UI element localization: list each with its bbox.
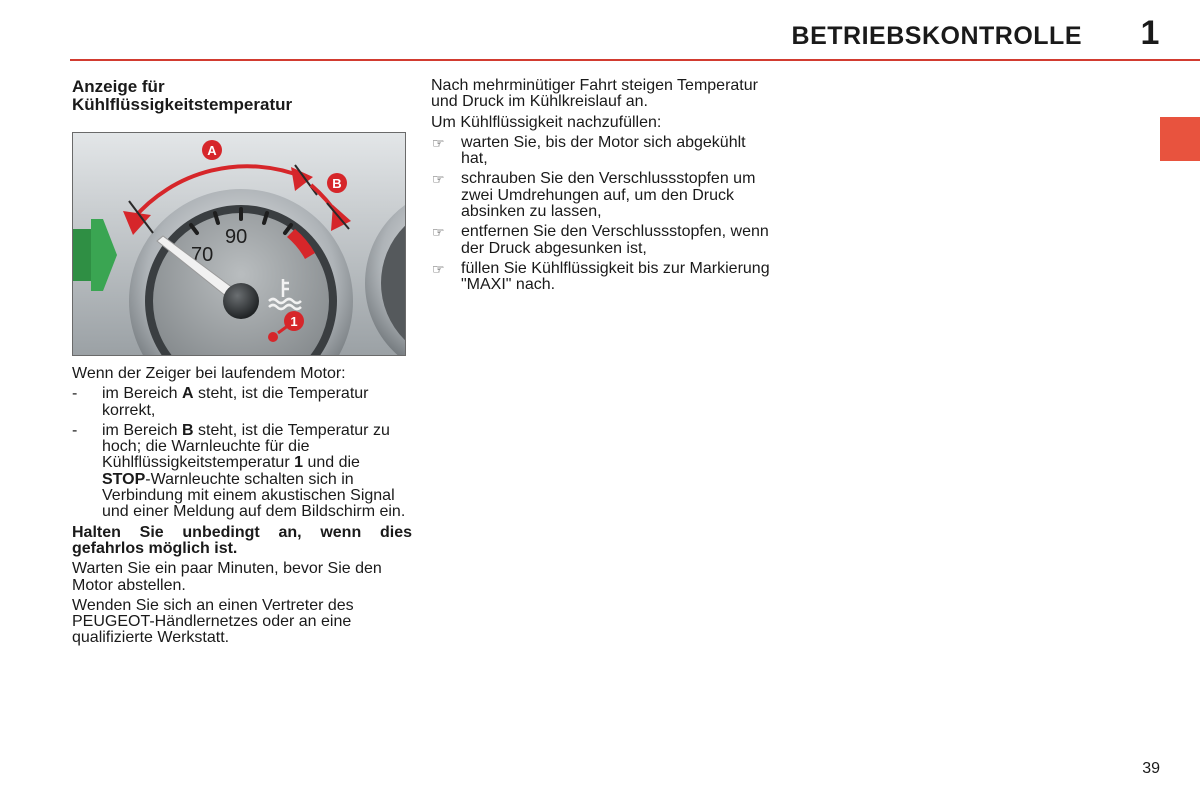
warning-lamp [268,332,278,342]
pointing-hand-icon: ☞ [432,171,445,188]
wait-paragraph: Warten Sie ein paar Minuten, bevor Sie den Motor abstellen. [72,560,382,594]
left-column [72,78,412,651]
heading-line-1: Anzeige für [72,77,165,96]
pointing-hand-icon: ☞ [432,260,445,277]
gauge-condition-list [72,386,412,520]
refill-intro: Um Kühlflüssigkeit nachzufüllen: [431,113,662,131]
list-item: ☞ warten Sie, bis der Motor sich abgekühlt hat, [432,133,746,168]
tick-label-70: 70 [191,244,214,266]
chapter-title: BETRIEBSKONTROLLE [791,22,1082,50]
chapter-tab-marker [1160,117,1200,161]
svg-text:A: A [207,143,217,158]
list-item: ☞ füllen Sie Kühlflüssigkeit bis zur Markierung "MAXI" nach. [432,259,770,294]
refill-steps [431,135,776,294]
list-item: - im Bereich A steht, ist die Temperatur korrekt, [72,385,369,419]
tick-label-90: 90 [225,226,248,248]
svg-text:1: 1 [290,314,298,329]
list-item: ☞ schrauben Sie den Verschlussstopfen um zwei Umdrehungen auf, um den Druck absinken zu lassen, [432,170,756,221]
temperature-gauge-illustration [72,132,406,356]
gauge-intro: Wenn der Zeiger bei laufendem Motor: [72,365,346,382]
pressure-paragraph: Nach mehrminütiger Fahrt steigen Temperatur und Druck im Kühlkreislauf an. [431,77,758,111]
stop-warning: Halten Sie unbedingt an, wenn dies gefahrlos möglich ist. [72,523,412,557]
chapter-number: 1 [1140,14,1160,52]
pointing-hand-icon: ☞ [432,224,445,241]
header-rule [70,59,1200,61]
label-a-badge [202,140,222,160]
right-column [431,78,776,298]
dealer-paragraph: Wenden Sie sich an einen Vertreter des PEUGEOT-Händlernetzes oder an eine qualifizierte Werkstatt. [72,596,354,647]
pointing-hand-icon: ☞ [432,134,445,151]
svg-text:B: B [332,176,342,191]
heading-line-2: Kühlflüssigkeitstemperatur [72,95,293,114]
list-item: - im Bereich B steht, ist die Temperatur zu hoch; die Warnleuchte für die Kühlflüssigkeitstemperatur 1 und die STOP-Warnleuchte schalten sich in Verbindung mit einem akustischen Signal und einer Meldung auf dem Bildschirm ein. [72,421,406,521]
section-heading [72,78,412,114]
list-item: ☞ entfernen Sie den Verschlussstopfen, wenn der Druck abgesunken ist, [432,223,769,257]
label-b-badge [327,173,347,193]
page-number: 39 [1142,760,1160,777]
